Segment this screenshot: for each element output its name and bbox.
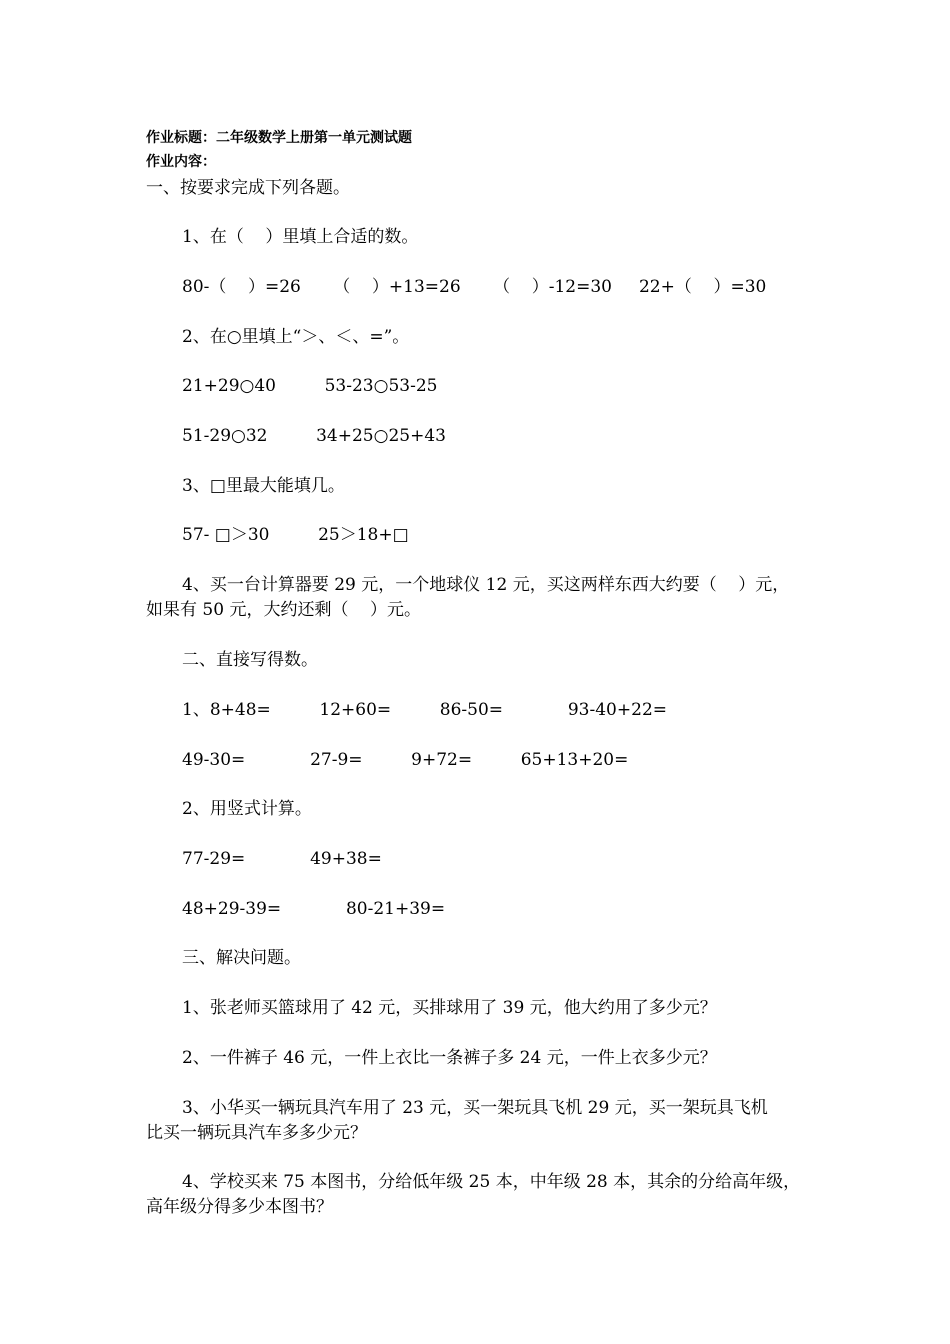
section-2-heading: 二、直接写得数。 [182,650,318,670]
section-1-question-3-items: 57- □＞30 25＞18+□ [182,525,409,545]
section-1-question-2-items-row-2: 51-29○32 34+25○25+43 [182,426,446,446]
section-2-question-2-row-2: 48+29-39= 80-21+39= [182,899,446,919]
section-1-question-4-line-2: 如果有 50 元，大约还剩（ ）元。 [146,600,422,620]
section-3-problem-3-line-2: 比买一辆玩具汽车多多少元？ [146,1123,367,1143]
section-1-question-3: 3、□里最大能填几。 [182,476,345,496]
section-1-question-4-line-1: 4、买一台计算器要 29 元，一个地球仪 12 元，买这两样东西大约要（ ）元， [182,575,790,595]
section-2-question-1-row-1: 1、8+48= 12+60= 86-50= 93-40+22= [182,700,667,720]
section-1-heading: 一、按要求完成下列各题。 [146,178,350,198]
section-3-problem-3-line-1: 3、小华买一辆玩具汽车用了 23 元，买一架玩具飞机 29 元，买一架玩具飞机 [182,1098,768,1118]
assignment-content-label: 作业内容： [146,154,216,170]
section-2-question-1-row-2: 49-30= 27-9= 9+72= 65+13+20= [182,750,629,770]
section-1-question-1-items: 80-（ ）=26 （ ）+13=26 （ ）-12=30 22+（ ）=30 [182,277,767,297]
section-3-problem-4-line-1: 4、学校买来 75 本图书，分给低年级 25 本，中年级 28 本，其余的分给高年级， [182,1172,801,1192]
section-2-question-2-row-1: 77-29= 49+38= [182,849,382,869]
section-3-problem-4-line-2: 高年级分得多少本图书？ [146,1197,333,1217]
section-3-problem-1: 1、张老师买篮球用了 42 元，买排球用了 39 元，他大约用了多少元？ [182,998,717,1018]
section-3-heading: 三、解决问题。 [182,948,301,968]
assignment-title: 作业标题：二年级数学上册第一单元测试题 [146,130,412,146]
section-1-question-1: 1、在（ ）里填上合适的数。 [182,227,419,247]
section-1-question-2-items-row-1: 21+29○40 53-23○53-25 [182,376,438,396]
section-2-question-2: 2、用竖式计算。 [182,799,312,819]
section-3-problem-2: 2、一件裤子 46 元，一件上衣比一条裤子多 24 元，一件上衣多少元？ [182,1048,717,1068]
section-1-question-2: 2、在○里填上“＞、＜、=”。 [182,327,410,347]
